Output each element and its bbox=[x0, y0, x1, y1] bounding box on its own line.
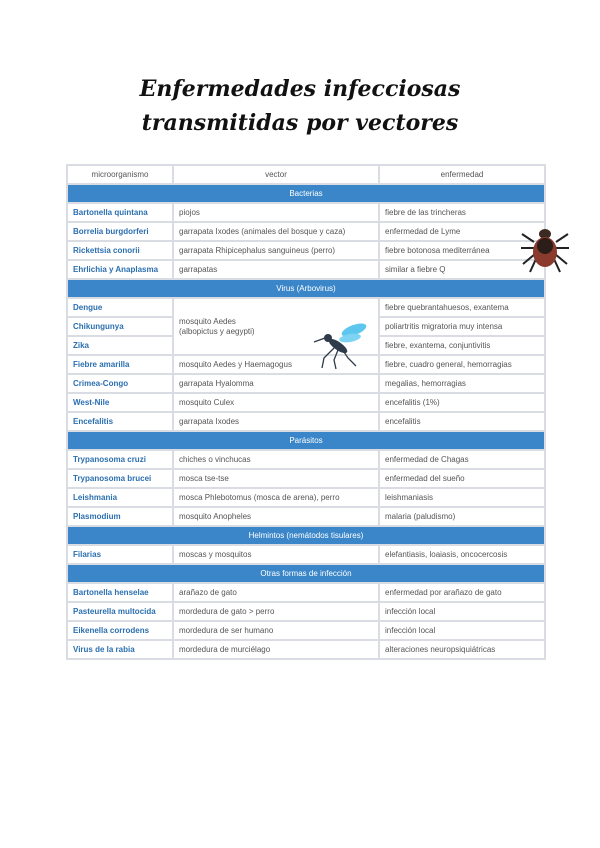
microorganism-cell: Crimea-Congo bbox=[68, 375, 172, 392]
vector-cell: mordedura de murciélago bbox=[174, 641, 378, 658]
vector-cell: garrapata Rhipicephalus sanguineus (perro) bbox=[174, 242, 378, 259]
vector-cell: moscas y mosquitos bbox=[174, 546, 378, 563]
microorganism-cell: Trypanosoma cruzi bbox=[68, 451, 172, 468]
disease-cell: alteraciones neuropsiquiátricas bbox=[380, 641, 544, 658]
microorganism-cell: Virus de la rabia bbox=[68, 641, 172, 658]
vector-cell: mordedura de ser humano bbox=[174, 622, 378, 639]
vector-cell: mosquito Aedes y Haemagogus bbox=[174, 356, 378, 373]
table-row bbox=[68, 394, 544, 411]
table-row bbox=[68, 451, 544, 468]
microorganism-cell: Pasteurella multocida bbox=[68, 603, 172, 620]
vector-cell: garrapata Ixodes (animales del bosque y caza) bbox=[174, 223, 378, 240]
microorganism-cell: Eikenella corrodens bbox=[68, 622, 172, 639]
microorganism-cell: Zika bbox=[68, 337, 172, 354]
section-title-virus: Virus (Arbovirus) bbox=[68, 280, 544, 297]
table-row bbox=[68, 641, 544, 658]
table-row bbox=[68, 413, 544, 430]
disease-cell: similar a fiebre Q bbox=[380, 261, 544, 278]
vector-diseases-table bbox=[66, 164, 546, 660]
disease-cell: poliartritis migratoria muy intensa bbox=[380, 318, 544, 335]
microorganism-cell: Filarias bbox=[68, 546, 172, 563]
disease-cell: encefalitis (1%) bbox=[380, 394, 544, 411]
section-row bbox=[68, 280, 544, 297]
disease-cell: fiebre, cuadro general, hemorragias bbox=[380, 356, 544, 373]
disease-cell: enfermedad por arañazo de gato bbox=[380, 584, 544, 601]
microorganism-cell: Ehrlichia y Anaplasma bbox=[68, 261, 172, 278]
microorganism-cell: West-Nile bbox=[68, 394, 172, 411]
vector-cell: mosca Phlebotomus (mosca de arena), perro bbox=[174, 489, 378, 506]
vector-cell: garrapatas bbox=[174, 261, 378, 278]
merged-vector-line-1: mosquito Aedes bbox=[179, 316, 236, 326]
microorganism-cell: Rickettsia conorii bbox=[68, 242, 172, 259]
vector-cell: piojos bbox=[174, 204, 378, 221]
microorganism-cell: Chikungunya bbox=[68, 318, 172, 335]
vector-cell: garrapata Ixodes bbox=[174, 413, 378, 430]
section-row bbox=[68, 565, 544, 582]
vector-cell: garrapata Hyalomma bbox=[174, 375, 378, 392]
table-row bbox=[68, 546, 544, 563]
disease-cell: leishmaniasis bbox=[380, 489, 544, 506]
table-row bbox=[68, 299, 544, 316]
title-line-2: transmitidas por vectores bbox=[141, 110, 459, 136]
header-vector: vector bbox=[174, 166, 378, 183]
section-row bbox=[68, 432, 544, 449]
microorganism-cell: Fiebre amarilla bbox=[68, 356, 172, 373]
microorganism-cell: Bartonella henselae bbox=[68, 584, 172, 601]
microorganism-cell: Trypanosoma brucei bbox=[68, 470, 172, 487]
disease-cell: fiebre, exantema, conjuntivitis bbox=[380, 337, 544, 354]
section-row bbox=[68, 185, 544, 202]
section-row bbox=[68, 527, 544, 544]
disease-cell: megalias, hemorragias bbox=[380, 375, 544, 392]
table-row bbox=[68, 603, 544, 620]
disease-cell: fiebre quebrantahuesos, exantema bbox=[380, 299, 544, 316]
table-row bbox=[68, 470, 544, 487]
page-title bbox=[0, 72, 600, 140]
microorganism-cell: Dengue bbox=[68, 299, 172, 316]
disease-cell: infección local bbox=[380, 603, 544, 620]
vector-cell: arañazo de gato bbox=[174, 584, 378, 601]
table-row bbox=[68, 356, 544, 373]
tick-icon bbox=[520, 224, 570, 274]
disease-cell: encefalitis bbox=[380, 413, 544, 430]
header-microorganismo: microorganismo bbox=[68, 166, 172, 183]
disease-cell: elefantiasis, loaiasis, oncocercosis bbox=[380, 546, 544, 563]
disease-cell: enfermedad de Lyme bbox=[380, 223, 544, 240]
table-row bbox=[68, 622, 544, 639]
disease-cell: enfermedad de Chagas bbox=[380, 451, 544, 468]
vector-cell: mordedura de gato > perro bbox=[174, 603, 378, 620]
vector-cell: chiches o vinchucas bbox=[174, 451, 378, 468]
table-row bbox=[68, 261, 544, 278]
mosquito-icon bbox=[312, 318, 368, 370]
table-row bbox=[68, 584, 544, 601]
microorganism-cell: Borrelia burgdorferi bbox=[68, 223, 172, 240]
microorganism-cell: Plasmodium bbox=[68, 508, 172, 525]
header-row bbox=[68, 166, 544, 183]
disease-cell: fiebre de las trincheras bbox=[380, 204, 544, 221]
merged-vector-line-2: (albopictus y aegypti) bbox=[179, 326, 255, 336]
microorganism-cell: Leishmania bbox=[68, 489, 172, 506]
table-row bbox=[68, 242, 544, 259]
section-title-helmintos: Helmintos (nemátodos tisulares) bbox=[68, 527, 544, 544]
disease-cell: fiebre botonosa mediterránea bbox=[380, 242, 544, 259]
table-row bbox=[68, 375, 544, 392]
table-row bbox=[68, 204, 544, 221]
vector-cell: mosquito Culex bbox=[174, 394, 378, 411]
disease-cell: enfermedad del sueño bbox=[380, 470, 544, 487]
vector-cell: mosquito Anopheles bbox=[174, 508, 378, 525]
disease-cell: infección local bbox=[380, 622, 544, 639]
microorganism-cell: Encefalitis bbox=[68, 413, 172, 430]
table-row bbox=[68, 223, 544, 240]
header-enfermedad: enfermedad bbox=[380, 166, 544, 183]
title-line-1: Enfermedades infecciosas bbox=[139, 76, 461, 102]
section-title-otras: Otras formas de infección bbox=[68, 565, 544, 582]
section-title-parasitos: Parásitos bbox=[68, 432, 544, 449]
table-row bbox=[68, 508, 544, 525]
section-title-bacterias: Bacterias bbox=[68, 185, 544, 202]
table-row bbox=[68, 489, 544, 506]
disease-cell: malaria (paludismo) bbox=[380, 508, 544, 525]
microorganism-cell: Bartonella quintana bbox=[68, 204, 172, 221]
vector-cell: mosca tse-tse bbox=[174, 470, 378, 487]
